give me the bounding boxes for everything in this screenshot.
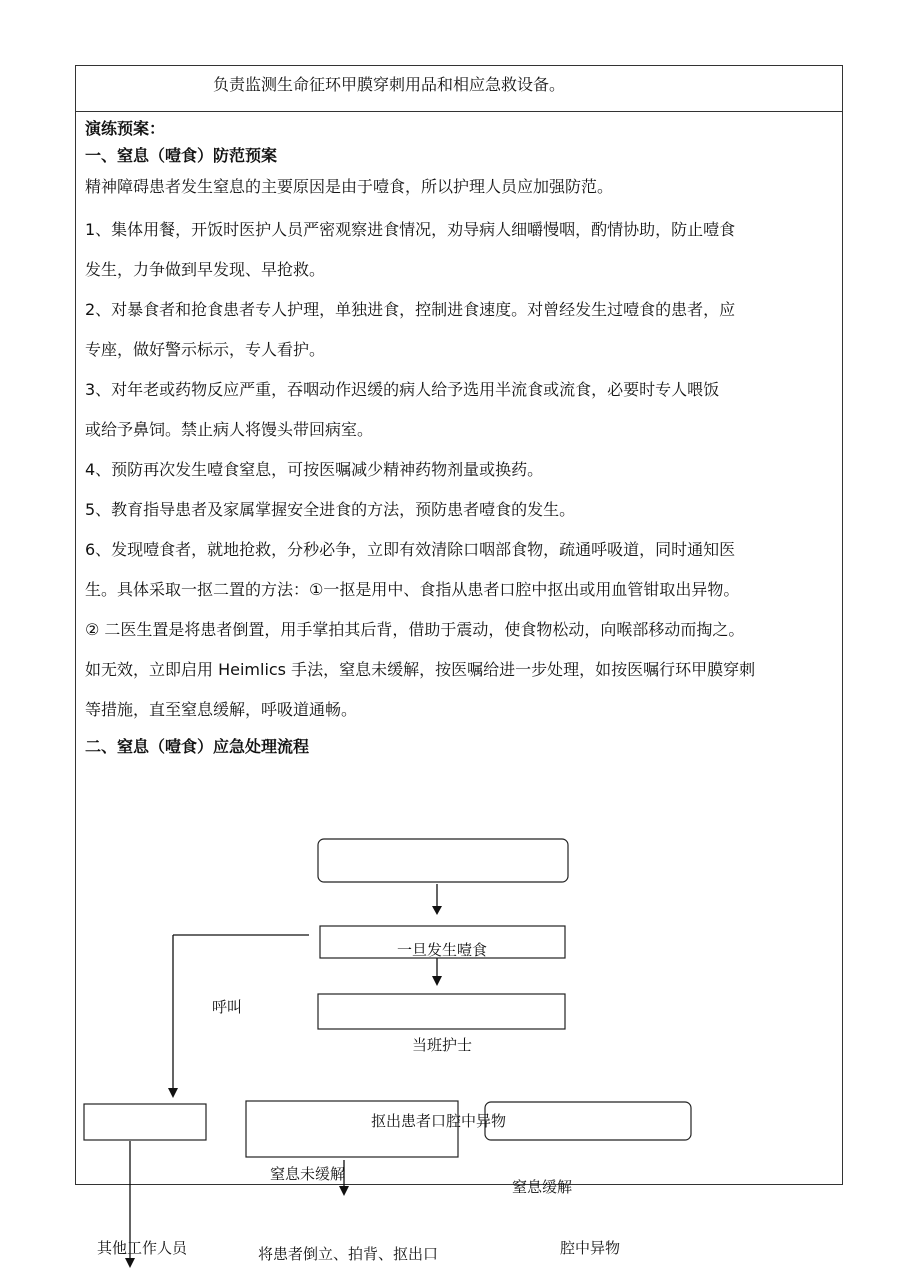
header-text: 负责监测生命征环甲膜穿刺用品和相应急救设备。: [213, 75, 566, 94]
relieved-label: 窒息缓解: [512, 1178, 573, 1196]
plan-line: 等措施，直至窒息缓解，呼吸道通畅。: [85, 700, 358, 719]
plan-line: 2、对暴食者和抢食患者专人护理，单独进食，控制进食速度。对曾经发生过噎食的患者，应: [85, 300, 736, 319]
plan-line: 1、集体用餐，开饭时医护人员严密观察进食情况，劝导病人细嚼慢咽，酌情协助，防止噎食: [85, 220, 736, 239]
plan-line: 4、预防再次发生噎食窒息，可按医嘱减少精神药物剂量或换药。: [85, 460, 544, 479]
remove-label: 抠出患者口腔中异物: [371, 1112, 507, 1130]
invert-label: 将患者倒立、拍背、抠出口: [258, 1245, 439, 1263]
plan-intro: 精神障碍患者发生窒息的主要原因是由于噎食，所以护理人员应加强防范。: [85, 177, 614, 196]
plan-line: 5、教育指导患者及家属掌握安全进食的方法，预防患者噎食的发生。: [85, 500, 576, 519]
plan-line: 如无效，立即启用 Heimlics 手法，窒息未缓解，按医嘱给进一步处理，如按医嘱行环甲膜穿刺: [85, 660, 756, 679]
plan-line: ② 二医生置是将患者倒置，用手掌拍其后背，借助于震动，使食物松动，向喉部移动而掏之。: [85, 620, 745, 639]
arrowhead: [125, 1258, 135, 1268]
plan-line: 专座，做好警示标示，专人看护。: [85, 340, 326, 359]
other-staff-label: 其他工作人员: [97, 1239, 188, 1257]
plan-line: 6、发现噎食者，就地抢救，分秒必争，立即有效清除口咽部食物，疏通呼吸道，同时通知医: [85, 540, 736, 559]
call-label: 呼叫: [212, 998, 243, 1016]
nurse-label: 当班护士: [412, 1036, 473, 1054]
section1-title: 一、窒息（噎食）防范预案: [85, 146, 278, 165]
arrowhead: [339, 1186, 349, 1196]
plan-title: 演练预案：: [85, 119, 166, 138]
plan-line: 3、对年老或药物反应严重，吞咽动作迟缓的病人给予选用半流食或流食，必要时专人喂饭: [85, 380, 720, 399]
plan-line: 发生，力争做到早发现、早抢救。: [85, 260, 326, 279]
plan-content: [85, 118, 835, 730]
mouth-object-label: 腔中异物: [560, 1239, 621, 1257]
plan-line: 或给予鼻饲。禁止病人将馒头带回病室。: [85, 420, 374, 439]
choking-label: 一旦发生噎食: [397, 941, 488, 959]
plan-line: 生。具体采取一抠二置的方法：①一抠是用中、食指从患者口腔中抠出或用血管钳取出异物。: [85, 580, 740, 599]
section2-title: 二、窒息（噎食）应急处理流程: [85, 737, 310, 756]
not-relieved-label: 窒息未缓解: [270, 1165, 346, 1183]
